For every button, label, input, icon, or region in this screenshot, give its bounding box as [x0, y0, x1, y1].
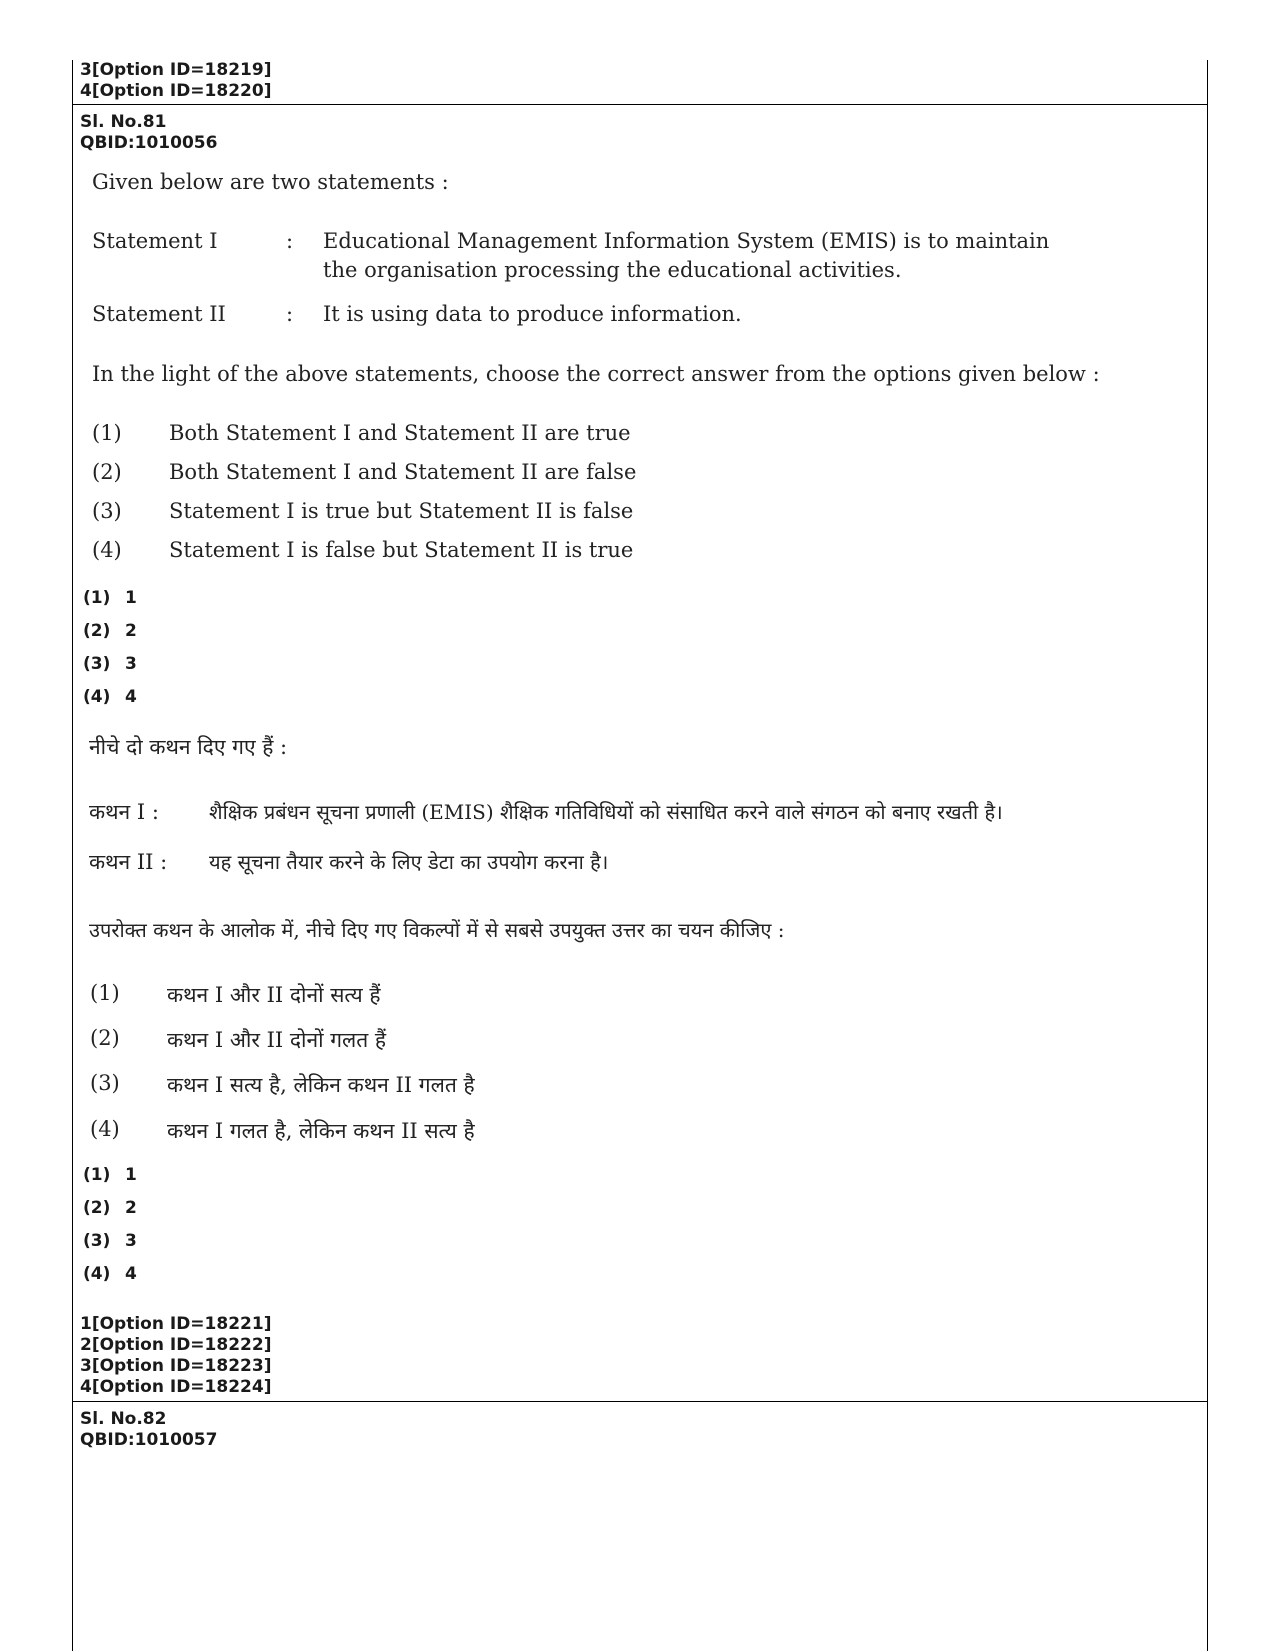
answer-value: 2 [125, 1198, 137, 1218]
divider [73, 104, 1207, 105]
previous-option-ids [73, 60, 1207, 102]
question-intro-en: Given below are two statements : [92, 170, 449, 194]
answer-number: (4) [83, 1264, 111, 1284]
option-ids [73, 1314, 1207, 1398]
answer-choice [83, 1231, 137, 1251]
answer-value: 3 [125, 654, 137, 674]
answer-number: (1) [83, 588, 111, 608]
option-text: Statement I is false but Statement II is true [169, 538, 634, 562]
option-id-line: 3[Option ID=18223] [80, 1356, 272, 1376]
answer-choice [83, 687, 137, 707]
answer-value: 2 [125, 621, 137, 641]
question-intro-hi: नीचे दो कथन दिए गए हैं : [89, 735, 288, 759]
option-number: (4) [92, 538, 122, 562]
option-id-line: 4[Option ID=18220] [80, 81, 272, 101]
answer-value: 4 [125, 1264, 137, 1284]
qbid: QBID:1010057 [80, 1430, 218, 1450]
answer-value: 1 [125, 1165, 137, 1185]
qbid: QBID:1010056 [80, 133, 218, 153]
question-frame [72, 60, 1208, 1651]
statement-text: It is using data to produce information. [323, 302, 742, 326]
answer-number: (4) [83, 687, 111, 707]
option-number: (1) [92, 421, 122, 445]
option-number: (2) [90, 1026, 120, 1050]
option-text-hi: कथन I सत्य है, लेकिन कथन II गलत है [167, 1073, 475, 1097]
option-id-line: 4[Option ID=18224] [80, 1377, 272, 1397]
answer-value: 1 [125, 588, 137, 608]
option-text: Statement I is true but Statement II is false [169, 499, 634, 523]
serial-number: Sl. No.81 [80, 112, 167, 132]
option-number: (2) [92, 460, 122, 484]
option-number: (3) [92, 499, 122, 523]
option-text-hi: कथन I गलत है, लेकिन कथन II सत्य है [167, 1119, 475, 1143]
statement-text: Educational Management Information System (EMIS) is to maintain [323, 229, 1050, 253]
option-id-line: 1[Option ID=18221] [80, 1314, 272, 1334]
option-id-line: 2[Option ID=18222] [80, 1335, 272, 1355]
statement-text: the organisation processing the educational activities. [323, 258, 902, 282]
divider [73, 1401, 1207, 1402]
answer-number: (3) [83, 1231, 111, 1251]
statement-label: Statement I [92, 229, 218, 253]
statement-label: Statement II [92, 302, 226, 326]
answer-value: 4 [125, 687, 137, 707]
statement-label-hi: कथन II : [89, 850, 168, 874]
option-text: Both Statement I and Statement II are true [169, 421, 631, 445]
statement-label-hi: कथन I : [89, 800, 159, 824]
answer-choice [83, 621, 137, 641]
answer-choice [83, 1264, 137, 1284]
instruction-en: In the light of the above statements, choose the correct answer from the options given below : [92, 362, 1100, 386]
answer-choice [83, 588, 137, 608]
option-number: (1) [90, 981, 120, 1005]
statement-colon: : [286, 229, 294, 253]
answer-value: 3 [125, 1231, 137, 1251]
statement-text-hi: शैक्षिक प्रबंधन सूचना प्रणाली (EMIS) शैक्षिक गतिविधियों को संसाधित करने वाले संगठन को बनाए रखती है। [209, 800, 1003, 824]
option-text-hi: कथन I और II दोनों गलत हैं [167, 1028, 387, 1052]
option-text-hi: कथन I और II दोनों सत्य हैं [167, 983, 381, 1007]
option-text: Both Statement I and Statement II are false [169, 460, 637, 484]
answer-number: (2) [83, 621, 111, 641]
question-header [73, 112, 1207, 154]
answer-choice [83, 1165, 137, 1185]
question-header [73, 1409, 1207, 1451]
option-number: (4) [90, 1117, 120, 1141]
serial-number: Sl. No.82 [80, 1409, 167, 1429]
instruction-hi: उपरोक्त कथन के आलोक में, नीचे दिए गए विकल्पों में से सबसे उपयुक्त उत्तर का चयन कीजिए : [89, 918, 785, 942]
answer-choice [83, 654, 137, 674]
answer-number: (2) [83, 1198, 111, 1218]
answer-number: (3) [83, 654, 111, 674]
statement-colon: : [286, 302, 294, 326]
answer-choice [83, 1198, 137, 1218]
statement-text-hi: यह सूचना तैयार करने के लिए डेटा का उपयोग करना है। [209, 850, 609, 874]
option-id-line: 3[Option ID=18219] [80, 60, 272, 80]
option-number: (3) [90, 1071, 120, 1095]
answer-number: (1) [83, 1165, 111, 1185]
